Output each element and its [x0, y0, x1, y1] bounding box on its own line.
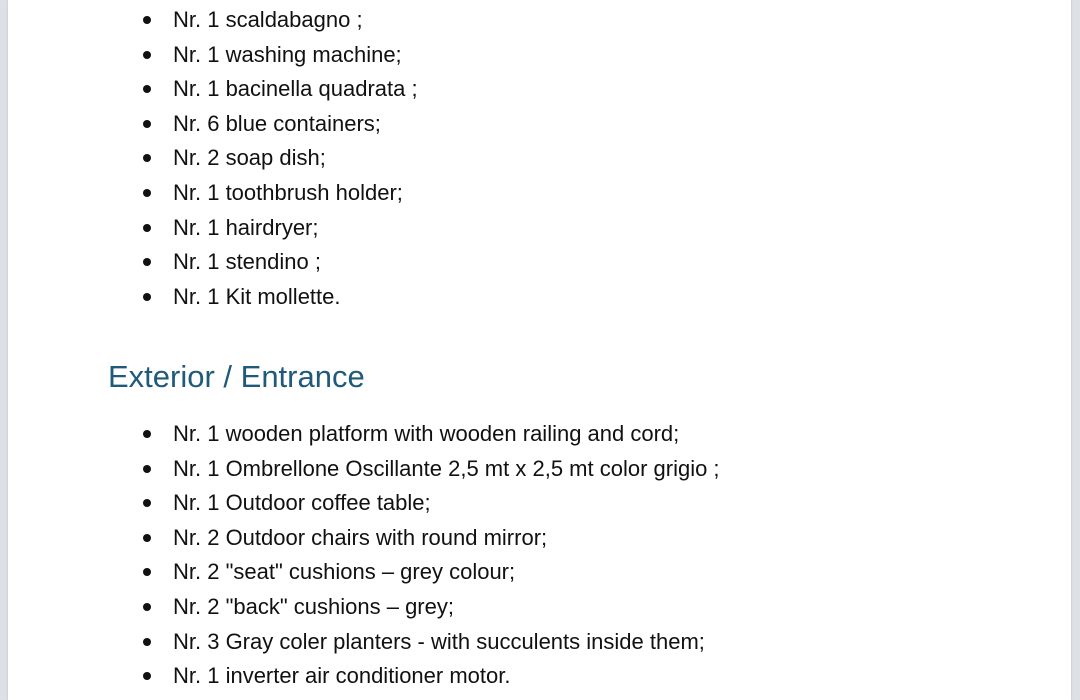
list-item — [141, 280, 418, 315]
bullet-icon — [143, 672, 151, 680]
list-item — [141, 625, 720, 660]
list-item-text: Nr. 1 toothbrush holder; — [173, 179, 403, 205]
bullet-icon — [143, 16, 151, 24]
bullet-icon — [143, 154, 151, 162]
list-item — [141, 72, 418, 107]
bullet-list-bathroom — [141, 3, 418, 314]
list-item — [141, 3, 418, 38]
list-item-text: Nr. 2 Outdoor chairs with round mirror; — [173, 524, 548, 550]
bullet-icon — [143, 293, 151, 301]
list-item-text: Nr. 2 "back" cushions – grey; — [173, 593, 454, 619]
list-item — [141, 176, 418, 211]
list-item-text: Nr. 1 Outdoor coffee table; — [173, 490, 431, 516]
list-item — [141, 38, 418, 73]
bullet-icon — [143, 224, 151, 232]
list-item — [141, 141, 418, 176]
list-item-text: Nr. 1 wooden platform with wooden railing and cord; — [173, 421, 680, 446]
bullet-icon — [143, 189, 151, 197]
list-item-text: Nr. 2 "seat" cushions – grey colour; — [173, 559, 516, 585]
bullet-icon — [143, 430, 151, 438]
list-item-text: Nr. 1 stendino ; — [173, 249, 321, 275]
list-item-text: Nr. 1 Kit mollette. — [173, 283, 341, 309]
bullet-icon — [143, 465, 151, 473]
bullet-icon — [143, 603, 151, 611]
list-item-text: Nr. 3 Gray coler planters - with succulents inside them; — [173, 628, 705, 654]
list-item-text: Nr. 6 blue containers; — [173, 110, 381, 136]
bullet-icon — [143, 499, 151, 507]
list-item — [141, 452, 720, 487]
list-item — [141, 417, 720, 452]
bullet-icon — [143, 534, 151, 542]
bullet-icon — [143, 120, 151, 128]
list-item-text: Nr. 1 scaldabagno ; — [173, 7, 363, 32]
list-item — [141, 486, 720, 521]
list-item — [141, 107, 418, 142]
list-item — [141, 211, 418, 246]
document-page — [8, 0, 1071, 700]
list-item — [141, 590, 720, 625]
list-item-text: Nr. 1 washing machine; — [173, 41, 402, 67]
bullet-icon — [143, 85, 151, 93]
list-item — [141, 659, 720, 694]
list-item-text: Nr. 1 hairdryer; — [173, 214, 319, 240]
bullet-icon — [143, 638, 151, 646]
list-item — [141, 555, 720, 590]
bullet-icon — [143, 568, 151, 576]
list-item-text: Nr. 1 inverter air conditioner motor. — [173, 663, 511, 689]
bullet-icon — [143, 258, 151, 266]
section-heading-exterior: Exterior / Entrance — [108, 359, 365, 394]
list-item-text: Nr. 1 Ombrellone Oscillante 2,5 mt x 2,5 mt color grigio ; — [173, 455, 720, 481]
list-item-text: Nr. 2 soap dish; — [173, 145, 326, 171]
list-item — [141, 521, 720, 556]
bullet-icon — [143, 51, 151, 59]
list-item-text: Nr. 1 bacinella quadrata ; — [173, 76, 418, 102]
bullet-list-exterior — [141, 417, 720, 694]
list-item — [141, 245, 418, 280]
